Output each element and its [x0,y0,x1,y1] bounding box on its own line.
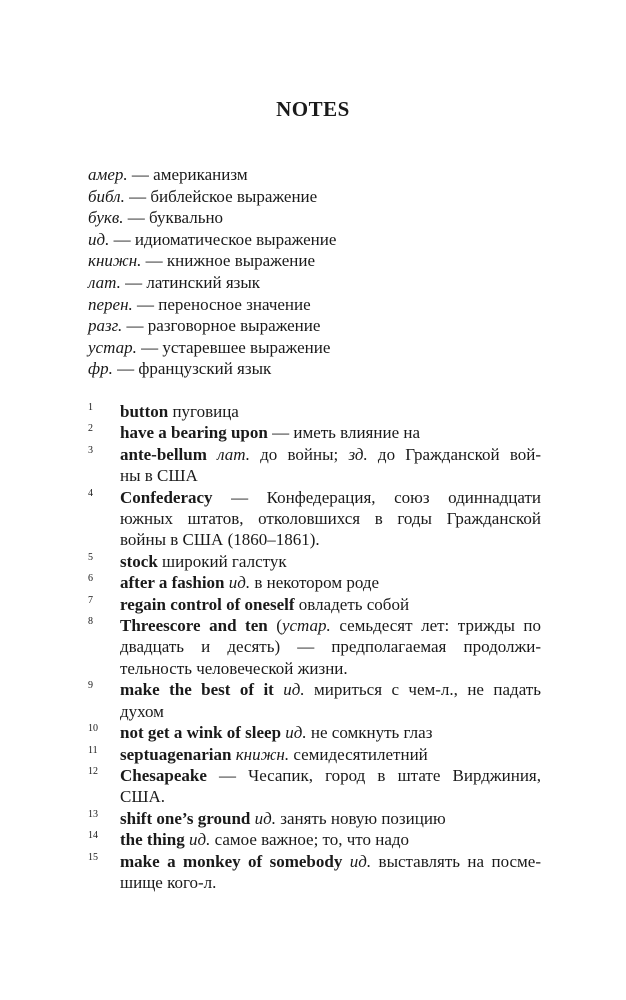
abbreviation-meaning: книжное выражение [166,251,315,271]
abbreviation: ид. [88,229,110,249]
note-item [88,572,541,593]
note-label: ид. [188,830,211,850]
note-text: — Конфедерация, союз одиннадцати [212,487,541,507]
note-number: 3 [88,444,93,456]
abbreviation-item [88,186,548,208]
note-text: не сомкнуть глаз [306,723,433,743]
abbreviation-item [88,229,548,251]
note-label: ид. [285,723,307,743]
separator: — [120,272,147,292]
abbreviation-meaning: американизм [153,165,248,184]
separator: — [122,316,148,336]
note-label: зд. [348,444,368,464]
note-line [120,765,541,786]
note-item [88,744,541,765]
abbreviation: библ. [88,186,125,206]
abbreviation-meaning: латинский язык [146,272,261,292]
note-line [120,851,541,872]
note-item [88,679,541,722]
note-text: овладеть собой [294,594,410,614]
abbreviation: перен. [88,294,133,314]
note-line [120,679,541,700]
note-label: лат. [217,444,250,464]
note-label: ид. [228,573,251,593]
note-text: семьдесят лет: трижды по [330,616,542,636]
note-item [88,808,541,829]
note-text: в некотором роде [250,573,380,593]
note-text: занять новую позицию [275,808,446,828]
note-number: 7 [88,594,93,606]
note-item [88,722,541,743]
note-line: шище кого-л. [120,872,217,892]
note-term: the thing [120,830,185,850]
note-item [88,551,541,572]
abbreviation-meaning: французский язык [138,359,272,379]
note-item [88,487,541,551]
note-term: stock [120,551,158,571]
note-term: Chesapeake [120,765,207,785]
note-number: 4 [88,487,93,499]
abbreviation-meaning: переносное значение [158,294,311,314]
note-term: Confederacy [120,487,213,507]
separator: — [124,186,151,206]
abbreviation: книжн. [88,251,142,271]
abbreviation-item [88,272,548,294]
note-text: пуговица [168,402,239,421]
note-text: — Чесапик, город в штате Вирджиния, [206,765,541,785]
note-number: 5 [88,551,93,563]
note-number: 8 [88,616,93,628]
abbreviation: устар. [88,337,137,357]
abbreviation-meaning: разговорное выражение [147,316,321,336]
abbreviation-meaning: идиоматическое выражение [134,229,337,249]
note-line: южных штатов, отколовшихся в годы Гражданской [120,509,541,529]
separator: — [141,251,167,271]
note-text: мириться с чем-л., не падать [304,680,541,700]
note-text: до Гражданской вой- [367,444,542,464]
note-term: ante-bellum [120,444,207,464]
note-text: семидесятилетний [289,744,428,764]
note-term: make a monkey of somebody [120,851,343,871]
separator: — [132,294,159,314]
note-number: 2 [88,423,93,435]
abbreviation-meaning: устаревшее выражение [162,337,331,357]
abbreviation-item [88,207,548,229]
note-label: устар. [281,616,331,636]
abbreviation-item [88,358,548,380]
note-number: 6 [88,573,93,585]
abbreviation: лат. [88,272,121,292]
note-line: двадцать и десять) — предполагаемая продолжи- [120,637,541,657]
abbreviation-meaning: библейское выражение [150,186,318,206]
note-text: ( [267,616,282,636]
note-label: ид. [349,851,372,871]
note-line: духом [120,701,164,721]
note-item [88,851,541,894]
note-line [120,487,541,508]
note-number: 15 [88,851,98,863]
note-label: книжн. [235,744,290,764]
abbreviation-item [88,337,548,359]
note-item [88,765,541,808]
note-item [88,401,541,422]
note-term: shift one’s ground [120,808,251,828]
note-item [88,422,541,443]
note-number: 14 [88,830,98,842]
note-item [88,829,541,850]
note-number: 12 [88,765,98,777]
abbreviation: разг. [88,316,123,336]
abbreviation: амер. [88,165,128,184]
abbreviation: букв. [88,208,124,228]
separator: — [136,337,163,357]
note-term: not get a wink of sleep [120,723,282,743]
page-title: NOTES [276,97,350,121]
note-label: ид. [254,808,276,828]
note-label: ид. [283,680,305,700]
note-line: войны в США (1860–1861). [120,530,320,550]
note-number: 13 [88,808,98,820]
note-term: make the best of it [120,680,274,700]
note-text: самое важное; то, что надо [210,830,410,850]
note-number: 10 [88,723,98,735]
note-item [88,615,541,679]
abbreviation-item [88,250,548,272]
abbreviation-item [88,315,548,337]
separator: — [127,165,154,184]
note-text: широкий галстук [157,551,287,571]
note-term: have a bearing upon [120,423,268,443]
note-text: до войны; [249,444,349,464]
abbreviation: фр. [88,359,113,379]
abbreviation-meaning: буквально [148,208,224,228]
abbreviation-item [88,294,548,316]
note-term: regain control of oneself [120,594,295,614]
notes-list [88,401,541,893]
note-line [120,444,541,465]
note-term: after a fashion [120,573,225,593]
note-text: — иметь влияние на [267,423,421,443]
separator: — [123,208,149,228]
note-item [88,444,541,487]
note-number: 1 [88,402,93,413]
note-term: Threescore and ten [120,616,268,636]
note-line: ны в США [120,466,198,486]
note-line: тельность человеческой жизни. [120,658,348,678]
note-item [88,594,541,615]
separator: — [112,359,139,379]
note-term: button [120,402,169,421]
note-line [120,615,541,636]
note-number: 11 [88,744,98,756]
separator: — [109,229,135,249]
note-text: выставлять на посме- [371,851,542,871]
abbreviation-list [88,164,548,380]
note-term: septuagenarian [120,744,232,764]
note-line: США. [120,787,166,807]
abbreviation-item [88,164,548,186]
note-number: 9 [88,680,93,692]
